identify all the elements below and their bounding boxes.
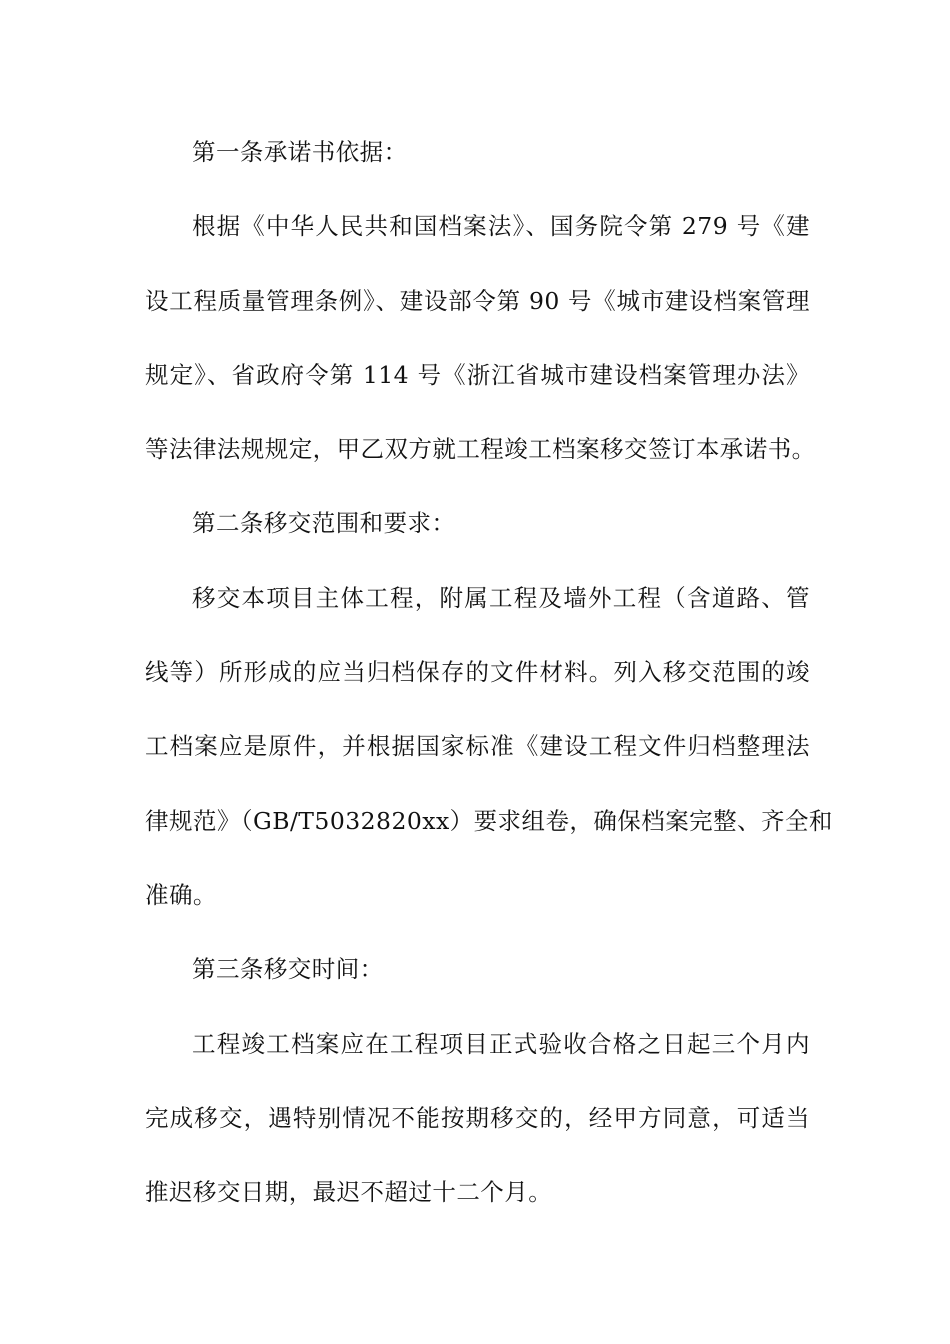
article-1-text-line-3: 规定》、省政府令第 114 号《浙江省城市建设档案管理办法》 — [145, 360, 810, 389]
article-3-text-line-3: 推迟移交日期，最迟不超过十二个月。 — [145, 1178, 553, 1207]
document-body — [145, 127, 833, 1241]
article-1-text-line-1: 根据《中华人民共和国档案法》、国务院令第 279 号《建 — [192, 212, 810, 241]
article-2-text-line-5: 准确。 — [145, 880, 217, 909]
article-2-text-line-4: 律规范》（GB/T5032820xx）要求组卷，确保档案完整、齐全和 — [145, 806, 833, 835]
article-2-text-line-1: 移交本项目主体工程，附属工程及墙外工程（含道路、管 — [192, 583, 810, 612]
article-1-text-line-4: 等法律法规规定，甲乙双方就工程竣工档案移交签订本承诺书。 — [145, 435, 816, 464]
article-2-heading: 第二条移交范围和要求： — [192, 509, 456, 538]
article-3-text-line-1: 工程竣工档案应在工程项目正式验收合格之日起三个月内 — [192, 1029, 810, 1058]
article-3-heading: 第三条移交时间： — [192, 955, 384, 984]
article-1-text-line-2: 设工程质量管理条例》、建设部令第 90 号《城市建设档案管理 — [145, 286, 810, 315]
article-1-heading: 第一条承诺书依据： — [192, 138, 408, 166]
article-2-text-line-2: 线等）所形成的应当归档保存的文件材料。列入移交范围的竣 — [145, 658, 810, 687]
article-2-text-line-3: 工档案应是原件，并根据国家标准《建设工程文件归档整理法 — [145, 732, 810, 761]
article-3-text-line-2: 完成移交，遇特别情况不能按期移交的，经甲方同意，可适当 — [145, 1103, 810, 1132]
